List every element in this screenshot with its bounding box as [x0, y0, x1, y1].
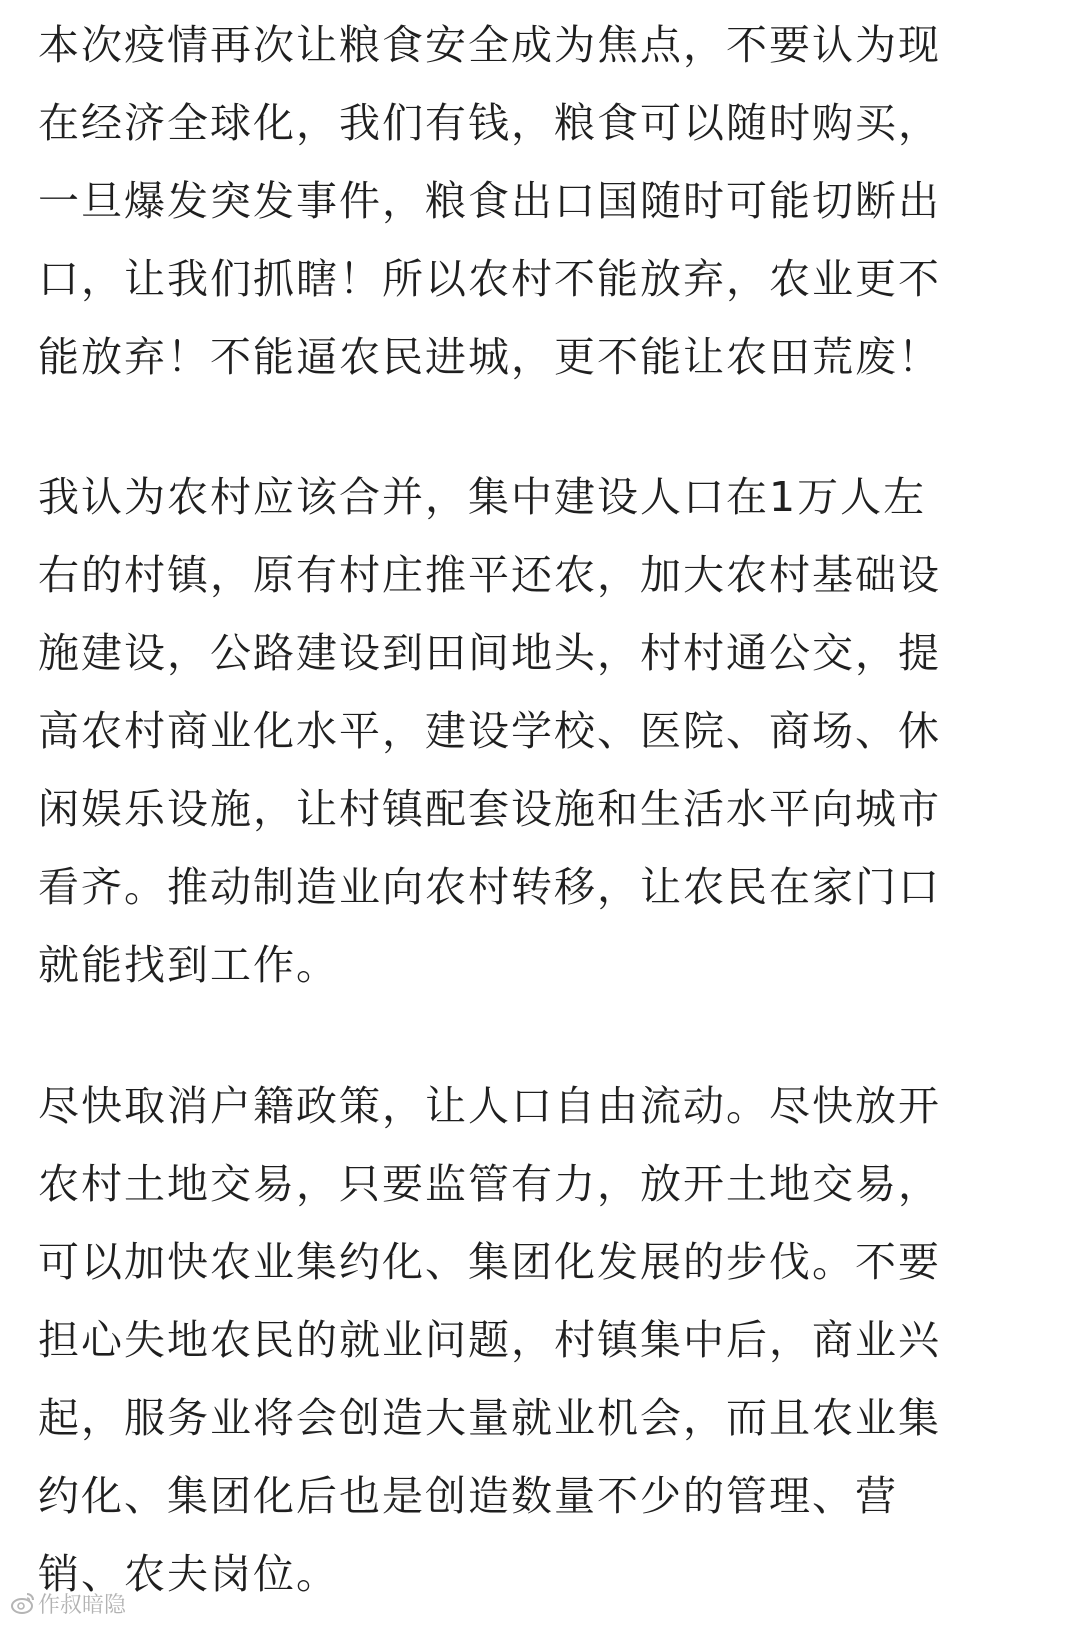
- text-line: 能放弃！不能逼农民进城，更不能让农田荒废！: [38, 333, 941, 381]
- article-body: [38, 0, 1042, 1613]
- watermark-text: 作叔暗隐: [38, 1592, 127, 1618]
- text-line: 销、农夫岗位。: [38, 1550, 339, 1598]
- text-line: 口，让我们抓瞎！所以农村不能放弃，农业更不: [38, 255, 941, 303]
- text-line: 约化、集团化后也是创造数量不少的管理、营: [38, 1472, 898, 1520]
- text-line: 农村土地交易，只要监管有力，放开土地交易，: [38, 1160, 941, 1208]
- text-line: 看齐。推动制造业向农村转移，让农民在家门口: [38, 863, 941, 911]
- paragraph-household-registration: [38, 1067, 1042, 1613]
- paragraph-village-merger: [38, 458, 1042, 1004]
- text-line: 就能找到工作。: [38, 941, 339, 989]
- text-line: 尽快取消户籍政策，让人口自由流动。尽快放开: [38, 1082, 941, 1130]
- paragraph-grain-security: [38, 0, 1042, 396]
- text-line: 一旦爆发突发事件，粮食出口国随时可能切断出: [38, 177, 941, 225]
- text-line: 施建设，公路建设到田间地头，村村通公交，提: [38, 629, 941, 677]
- text-line: 高农村商业化水平，建设学校、医院、商场、休: [38, 707, 941, 755]
- weibo-logo-icon: [10, 1590, 36, 1616]
- watermark: [10, 1588, 126, 1618]
- text-line: 可以加快农业集约化、集团化发展的步伐。不要: [38, 1238, 941, 1286]
- text-line: 起，服务业将会创造大量就业机会，而且农业集: [38, 1394, 941, 1442]
- text-line: 本次疫情再次让粮食安全成为焦点，不要认为现: [38, 21, 941, 69]
- text-line: 闲娱乐设施，让村镇配套设施和生活水平向城市: [38, 785, 941, 833]
- text-line: 右的村镇，原有村庄推平还农，加大农村基础设: [38, 551, 941, 599]
- text-line: 我认为农村应该合并，集中建设人口在1万人左: [38, 473, 927, 521]
- text-line: 担心失地农民的就业问题，村镇集中后，商业兴: [38, 1316, 941, 1364]
- text-line: 在经济全球化，我们有钱，粮食可以随时购买，: [38, 99, 941, 147]
